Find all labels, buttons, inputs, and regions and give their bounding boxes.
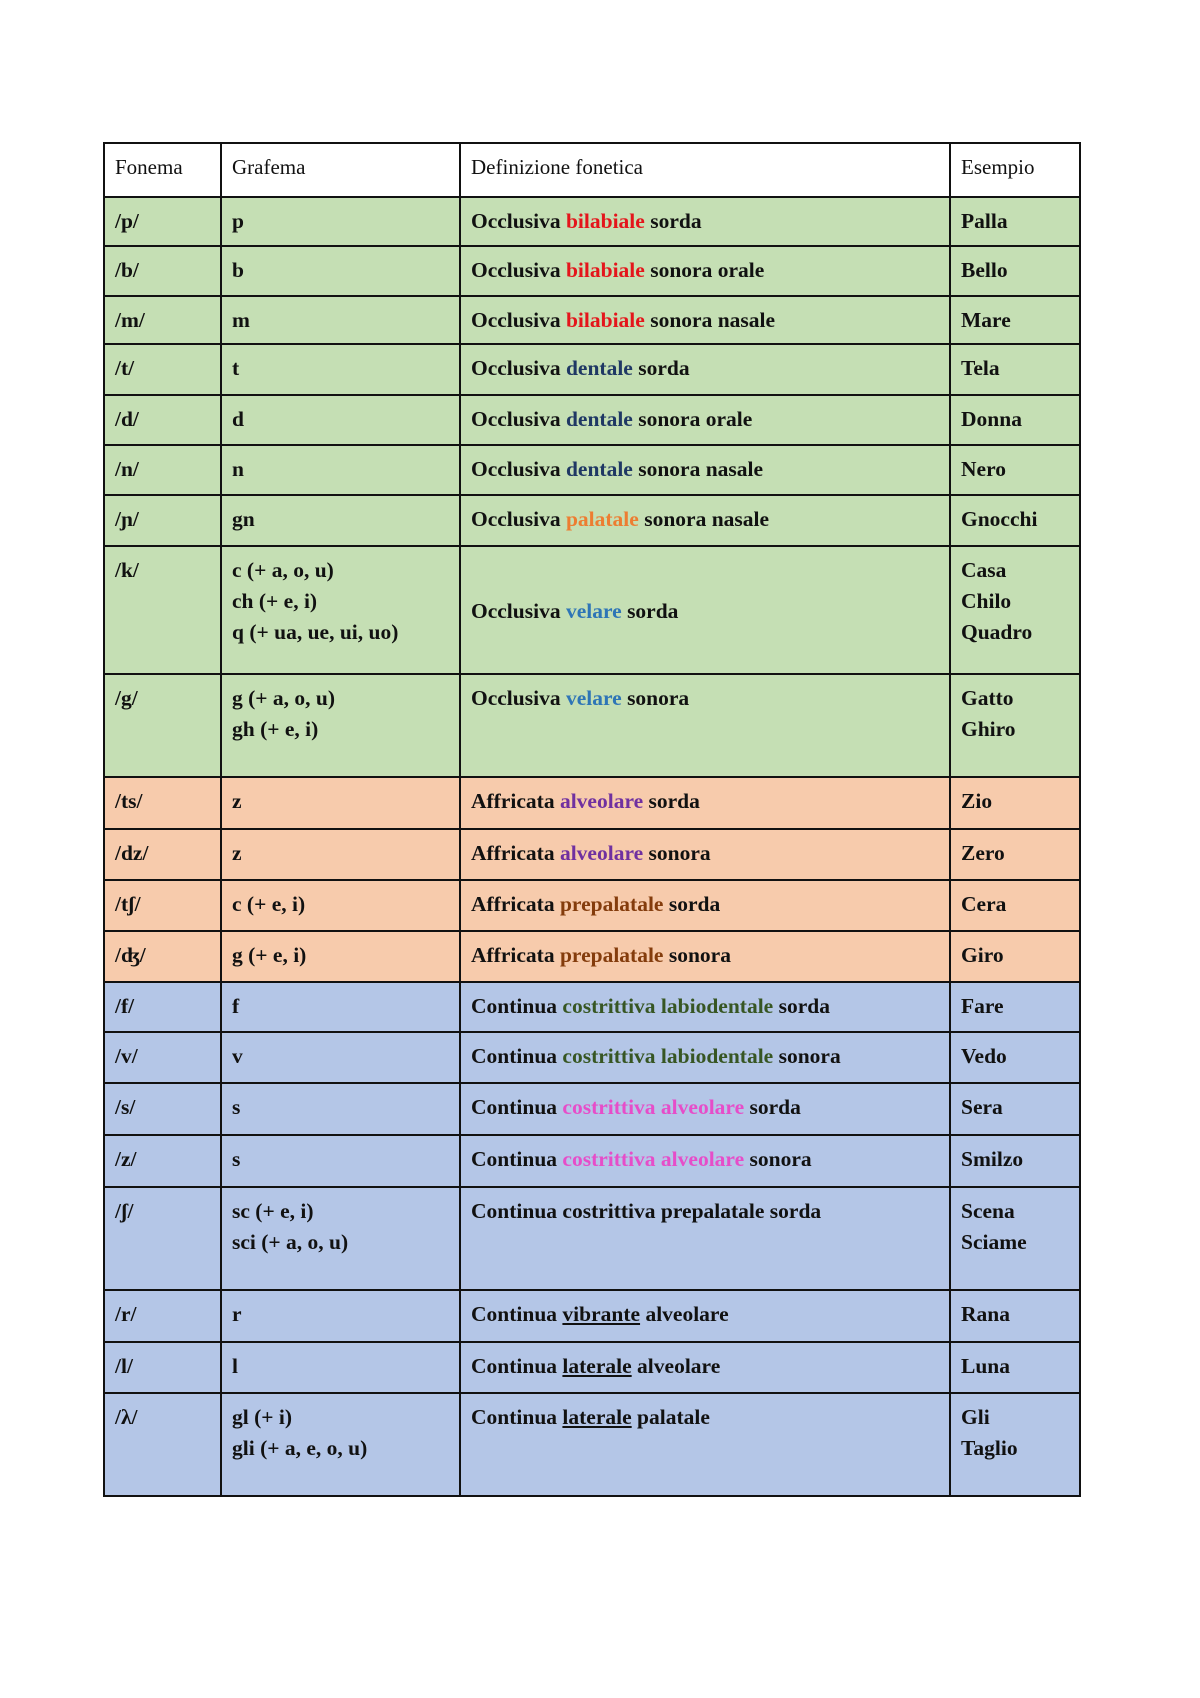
grafema-cell	[221, 931, 460, 982]
header-definizione: Definizione fonetica	[460, 143, 950, 197]
grafema-cell	[221, 197, 460, 246]
table-row	[104, 445, 1080, 495]
esempio-cell	[950, 829, 1080, 880]
table-row	[104, 296, 1080, 344]
table-row	[104, 1135, 1080, 1187]
esempio-line: Casa	[961, 558, 1007, 582]
grafema-line: z	[232, 789, 242, 813]
grafema-line: sci (+ a, o, u)	[232, 1230, 349, 1254]
table-row	[104, 931, 1080, 982]
definizione-segment: Continua costrittiva prepalatale sorda	[471, 1199, 822, 1223]
definizione-segment: laterale	[562, 1354, 632, 1378]
definizione-segment: Occlusiva	[471, 407, 566, 431]
fonema-cell: /r/	[104, 1290, 221, 1342]
definizione-segment: dentale	[565, 356, 633, 380]
definizione-segment: Occlusiva	[471, 457, 566, 481]
definizione-cell	[460, 1032, 950, 1083]
esempio-line: Taglio	[961, 1436, 1018, 1460]
definizione-segment: Occlusiva	[471, 356, 566, 380]
table-row	[104, 880, 1080, 931]
esempio-line: Zero	[961, 841, 1005, 865]
definizione-segment: costrittiva alveolare	[562, 1095, 745, 1119]
grafema-line: d	[232, 407, 244, 431]
grafema-line: t	[232, 356, 240, 380]
grafema-cell	[221, 344, 460, 395]
fonema-cell: /g/	[104, 674, 221, 777]
esempio-cell	[950, 495, 1080, 546]
definizione-segment: Occlusiva	[471, 258, 566, 282]
definizione-segment: Continua	[471, 1095, 563, 1119]
grafema-line: m	[232, 308, 250, 332]
esempio-line: Bello	[961, 258, 1008, 282]
esempio-line: Rana	[961, 1302, 1010, 1326]
definizione-segment: palatale	[565, 507, 639, 531]
esempio-cell	[950, 1393, 1080, 1496]
fonema-cell: /t/	[104, 344, 221, 395]
definizione-segment: Affricata	[471, 892, 560, 916]
esempio-line: Gli	[961, 1405, 990, 1429]
esempio-line: Gnocchi	[961, 507, 1038, 531]
esempio-cell	[950, 395, 1080, 445]
header-fonema: Fonema	[104, 143, 221, 197]
definizione-segment: costrittiva labiodentale	[562, 1044, 774, 1068]
fonema-cell: /m/	[104, 296, 221, 344]
definizione-segment: alveolare	[559, 841, 644, 865]
definizione-segment: Continua	[471, 994, 563, 1018]
definizione-cell	[460, 1393, 950, 1496]
definizione-cell	[460, 1342, 950, 1393]
esempio-line: Zio	[961, 789, 993, 813]
definizione-segment: Continua	[471, 1354, 563, 1378]
esempio-cell	[950, 1083, 1080, 1135]
esempio-line: Tela	[961, 356, 1000, 380]
fonema-cell: /ɲ/	[104, 495, 221, 546]
definizione-cell	[460, 1187, 950, 1290]
grafema-cell	[221, 829, 460, 880]
table-row	[104, 246, 1080, 296]
esempio-line: Sciame	[961, 1230, 1027, 1254]
definizione-segment: vibrante	[562, 1302, 641, 1326]
definizione-segment: Affricata	[471, 789, 560, 813]
grafema-line: s	[232, 1147, 241, 1171]
definizione-segment: sorda	[644, 209, 702, 233]
definizione-segment: bilabiale	[565, 258, 645, 282]
esempio-line: Fare	[961, 994, 1004, 1018]
table-body	[104, 143, 1080, 1496]
definizione-segment: sorda	[744, 1095, 801, 1119]
definizione-segment: bilabiale	[565, 209, 645, 233]
definizione-segment: sonora	[773, 1044, 841, 1068]
definizione-cell	[460, 344, 950, 395]
definizione-segment: Affricata	[471, 841, 560, 865]
definizione-cell	[460, 395, 950, 445]
esempio-line: Smilzo	[961, 1147, 1024, 1171]
fonema-cell: /k/	[104, 546, 221, 674]
definizione-segment: sonora	[621, 686, 690, 710]
table-row	[104, 982, 1080, 1032]
definizione-cell	[460, 1083, 950, 1135]
definizione-segment: sonora orale	[632, 407, 753, 431]
table-row	[104, 1187, 1080, 1290]
fonema-cell: /z/	[104, 1135, 221, 1187]
esempio-line: Luna	[961, 1354, 1011, 1378]
grafema-line: c (+ e, i)	[232, 892, 306, 916]
esempio-cell	[950, 982, 1080, 1032]
esempio-line: Giro	[961, 943, 1004, 967]
fonema-cell: /b/	[104, 246, 221, 296]
table-row	[104, 1032, 1080, 1083]
definizione-segment: Continua	[471, 1302, 563, 1326]
grafema-line: c (+ a, o, u)	[232, 558, 334, 582]
definizione-segment: Occlusiva	[471, 598, 566, 623]
esempio-cell	[950, 1290, 1080, 1342]
esempio-cell	[950, 296, 1080, 344]
definizione-segment: sonora	[744, 1147, 812, 1171]
grafema-line: sc (+ e, i)	[232, 1199, 314, 1223]
esempio-cell	[950, 880, 1080, 931]
esempio-line: Cera	[961, 892, 1007, 916]
esempio-cell	[950, 246, 1080, 296]
definizione-segment: sonora orale	[644, 258, 765, 282]
definizione-segment: dentale	[565, 457, 633, 481]
esempio-cell	[950, 1032, 1080, 1083]
esempio-line: Donna	[961, 407, 1022, 431]
esempio-line: Quadro	[961, 620, 1033, 644]
definizione-segment: alveolare	[631, 1354, 721, 1378]
grafema-line: z	[232, 841, 242, 865]
grafema-line: n	[232, 457, 244, 481]
grafema-cell	[221, 445, 460, 495]
definizione-segment: Continua	[471, 1147, 563, 1171]
grafema-line: ch (+ e, i)	[232, 589, 318, 613]
grafema-line: q (+ ua, ue, ui, uo)	[232, 620, 399, 644]
fonema-cell: /n/	[104, 445, 221, 495]
esempio-line: Vedo	[961, 1044, 1007, 1068]
fonema-cell: /dz/	[104, 829, 221, 880]
definizione-segment: velare	[565, 598, 622, 623]
table-row	[104, 197, 1080, 246]
definizione-segment: prepalatale	[559, 943, 664, 967]
grafema-cell	[221, 1187, 460, 1290]
esempio-line: Ghiro	[961, 717, 1016, 741]
definizione-cell	[460, 982, 950, 1032]
esempio-cell	[950, 1342, 1080, 1393]
esempio-line: Palla	[961, 209, 1008, 233]
definizione-cell	[460, 445, 950, 495]
definizione-segment: alveolare	[640, 1302, 729, 1326]
grafema-cell	[221, 777, 460, 829]
esempio-line: Scena	[961, 1199, 1015, 1223]
definizione-segment: bilabiale	[565, 308, 645, 332]
definizione-cell	[460, 1290, 950, 1342]
table-row	[104, 1290, 1080, 1342]
definizione-cell	[460, 829, 950, 880]
definizione-segment: Occlusiva	[471, 209, 566, 233]
table-row	[104, 344, 1080, 395]
definizione-segment: prepalatale	[559, 892, 664, 916]
fonema-cell: /s/	[104, 1083, 221, 1135]
grafema-cell	[221, 880, 460, 931]
grafema-line: g (+ e, i)	[232, 943, 307, 967]
grafema-line: gn	[232, 507, 255, 531]
definizione-segment: alveolare	[559, 789, 644, 813]
definizione-segment: sorda	[643, 789, 700, 813]
definizione-segment: sorda	[663, 892, 721, 916]
grafema-line: v	[232, 1044, 243, 1068]
definizione-segment: sorda	[621, 598, 679, 623]
definizione-cell	[460, 495, 950, 546]
grafema-cell	[221, 495, 460, 546]
fonema-cell: /d/	[104, 395, 221, 445]
esempio-line: Gatto	[961, 686, 1014, 710]
grafema-cell	[221, 395, 460, 445]
esempio-cell	[950, 1187, 1080, 1290]
esempio-line: Mare	[961, 308, 1011, 332]
definizione-segment: laterale	[562, 1405, 632, 1429]
esempio-cell	[950, 1135, 1080, 1187]
phoneme-table	[103, 142, 1081, 1497]
grafema-cell	[221, 296, 460, 344]
header-row	[104, 143, 1080, 197]
definizione-segment: sonora nasale	[632, 457, 764, 481]
table-row	[104, 1342, 1080, 1393]
definizione-cell	[460, 246, 950, 296]
esempio-cell	[950, 546, 1080, 674]
definizione-cell	[460, 546, 950, 674]
definizione-cell	[460, 777, 950, 829]
definizione-segment: sorda	[773, 994, 830, 1018]
grafema-line: gh (+ e, i)	[232, 717, 319, 741]
definizione-segment: Continua	[471, 1044, 563, 1068]
definizione-segment: sonora	[643, 841, 711, 865]
definizione-cell	[460, 197, 950, 246]
table-row	[104, 777, 1080, 829]
definizione-segment: Occlusiva	[471, 507, 566, 531]
grafema-cell	[221, 1135, 460, 1187]
grafema-cell	[221, 246, 460, 296]
esempio-cell	[950, 344, 1080, 395]
definizione-segment: costrittiva labiodentale	[562, 994, 774, 1018]
definizione-segment: velare	[565, 686, 622, 710]
definizione-cell	[460, 674, 950, 777]
fonema-cell: /v/	[104, 1032, 221, 1083]
fonema-cell: /p/	[104, 197, 221, 246]
grafema-cell	[221, 546, 460, 674]
fonema-cell: /λ/	[104, 1393, 221, 1496]
esempio-cell	[950, 674, 1080, 777]
grafema-cell	[221, 1290, 460, 1342]
definizione-cell	[460, 880, 950, 931]
definizione-segment: sonora nasale	[644, 308, 776, 332]
grafema-line: b	[232, 258, 244, 282]
definizione-cell	[460, 1135, 950, 1187]
grafema-line: p	[232, 209, 244, 233]
definizione-segment: costrittiva alveolare	[562, 1147, 745, 1171]
definizione-segment: Occlusiva	[471, 308, 566, 332]
esempio-cell	[950, 197, 1080, 246]
definizione-cell	[460, 931, 950, 982]
grafema-cell	[221, 1393, 460, 1496]
table-row	[104, 674, 1080, 777]
grafema-line: r	[232, 1302, 242, 1326]
fonema-cell: /ʃ/	[104, 1187, 221, 1290]
definizione-segment: Affricata	[471, 943, 560, 967]
definizione-segment: Occlusiva	[471, 686, 566, 710]
esempio-line: Chilo	[961, 589, 1012, 613]
fonema-cell: /l/	[104, 1342, 221, 1393]
grafema-cell	[221, 982, 460, 1032]
fonema-cell: /f/	[104, 982, 221, 1032]
grafema-line: l	[232, 1354, 238, 1378]
header-grafema: Grafema	[221, 143, 460, 197]
table-row	[104, 1083, 1080, 1135]
fonema-cell: /ts/	[104, 777, 221, 829]
definizione-segment: Continua	[471, 1405, 563, 1429]
table-row	[104, 1393, 1080, 1496]
definizione-segment: sonora	[663, 943, 731, 967]
esempio-cell	[950, 445, 1080, 495]
esempio-cell	[950, 931, 1080, 982]
grafema-line: g (+ a, o, u)	[232, 686, 336, 710]
esempio-line: Sera	[961, 1095, 1003, 1119]
grafema-line: s	[232, 1095, 241, 1119]
definizione-cell	[460, 296, 950, 344]
table-row	[104, 495, 1080, 546]
esempio-cell	[950, 777, 1080, 829]
grafema-line: f	[232, 994, 240, 1018]
definizione-segment: sorda	[632, 356, 690, 380]
definizione-segment: dentale	[565, 407, 633, 431]
grafema-cell	[221, 1083, 460, 1135]
definizione-segment: palatale	[631, 1405, 710, 1429]
table-row	[104, 829, 1080, 880]
header-esempio: Esempio	[950, 143, 1080, 197]
definizione-segment: sonora nasale	[638, 507, 770, 531]
table-row	[104, 395, 1080, 445]
grafema-line: gl (+ i)	[232, 1405, 293, 1429]
grafema-cell	[221, 674, 460, 777]
fonema-cell: /ʤ/	[104, 931, 221, 982]
grafema-cell	[221, 1342, 460, 1393]
grafema-line: gli (+ a, e, o, u)	[232, 1436, 368, 1460]
fonema-cell: /tʃ/	[104, 880, 221, 931]
grafema-cell	[221, 1032, 460, 1083]
esempio-line: Nero	[961, 457, 1006, 481]
table-row	[104, 546, 1080, 674]
